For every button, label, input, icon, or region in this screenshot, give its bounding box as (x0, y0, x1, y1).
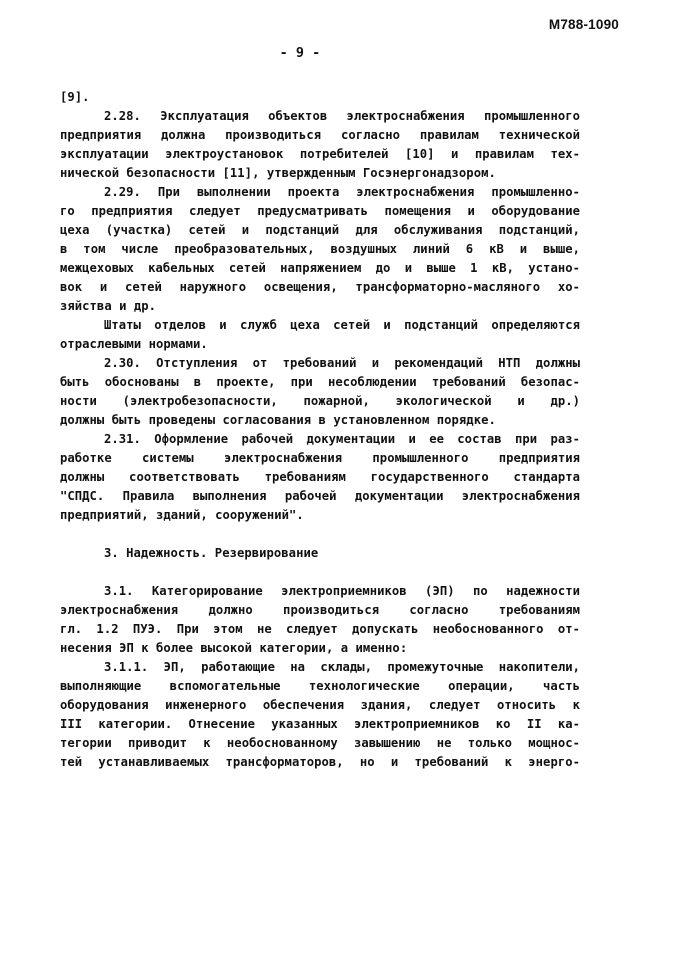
text-line: в том числе преобразовательных, воздушных линий 6 кВ и выше, (60, 242, 580, 256)
text-line: [9]. (60, 90, 90, 104)
text-line: межцеховых кабельных сетей напряжением до и выше 1 кВ, устано- (60, 261, 580, 275)
paragraph-2-28-line: 2.28. Эксплуатация объектов электроснабжения промышленного (104, 109, 580, 123)
text-line: несения ЭП к более высокой категории, а именно: (60, 641, 408, 655)
paragraph-2-29-line: 2.29. При выполнении проекта электроснабжения промышленно- (104, 185, 580, 199)
document-code: M788-1090 (548, 17, 619, 32)
text-line: должны быть проведены согласования в установленном порядке. (60, 413, 496, 427)
text-line: зяйства и др. (60, 299, 157, 313)
text-line: оборудования инженерного обеспечения здания, следует относить к (60, 698, 580, 712)
paragraph-staff-line: Штаты отделов и служб цеха сетей и подстанций определяются (104, 318, 580, 332)
text-line: тей устанавливаемых трансформаторов, но и требований к энерго- (60, 755, 580, 769)
text-line: гл. 1.2 ПУЭ. При этом не следует допускать необоснованного от- (60, 622, 580, 636)
text-line: предприятий, зданий, сооружений". (60, 508, 304, 522)
text-line: нической безопасности [11], утвержденным Госэнергонадзором. (60, 166, 496, 180)
document-body (60, 88, 580, 772)
text-line: вок и сетей наружного освещения, трансформаторно-масляного хо- (60, 280, 580, 294)
text-line: выполняющие вспомогательные технологические операции, часть (60, 679, 580, 693)
text-line: ности (электробезопасности, пожарной, экологической и др.) (60, 394, 580, 408)
text-line: эксплуатации электроустановок потребителей [10] и правилам тех- (60, 147, 580, 161)
paragraph-3-1-line: 3.1. Категорирование электроприемников (ЭП) по надежности (104, 584, 580, 598)
text-line: электроснабжения должно производиться согласно требованиям (60, 603, 580, 617)
text-line: "СПДС. Правила выполнения рабочей документации электроснабжения (60, 489, 580, 503)
text-line: го предприятия следует предусматривать помещения и оборудование (60, 204, 580, 218)
text-line: работке системы электроснабжения промышленного предприятия (60, 451, 580, 465)
paragraph-2-31-line: 2.31. Оформление рабочей документации и ее состав при раз- (104, 432, 580, 446)
text-line: должны соответствовать требованиям государственного стандарта (60, 470, 580, 484)
paragraph-2-30-line: 2.30. Отступления от требований и рекомендаций НТП должны (104, 356, 580, 370)
text-line: быть обоснованы в проекте, при несоблюдении требований безопас- (60, 375, 580, 389)
text-line: III категории. Отнесение указанных электроприемников ко II ка- (60, 717, 580, 731)
text-line: тегории приводит к необоснованному завышению не только мощнос- (60, 736, 580, 750)
paragraph-3-1-1-line: 3.1.1. ЭП, работающие на склады, промежуточные накопители, (104, 660, 580, 674)
text-line: предприятия должна производиться согласно правилам технической (60, 128, 580, 142)
section-heading: 3. Надежность. Резервирование (104, 546, 319, 560)
page-number: - 9 - (279, 45, 321, 61)
text-line: цеха (участка) сетей и подстанций для обслуживания подстанций, (60, 223, 580, 237)
text-line: отраслевыми нормами. (60, 337, 208, 351)
